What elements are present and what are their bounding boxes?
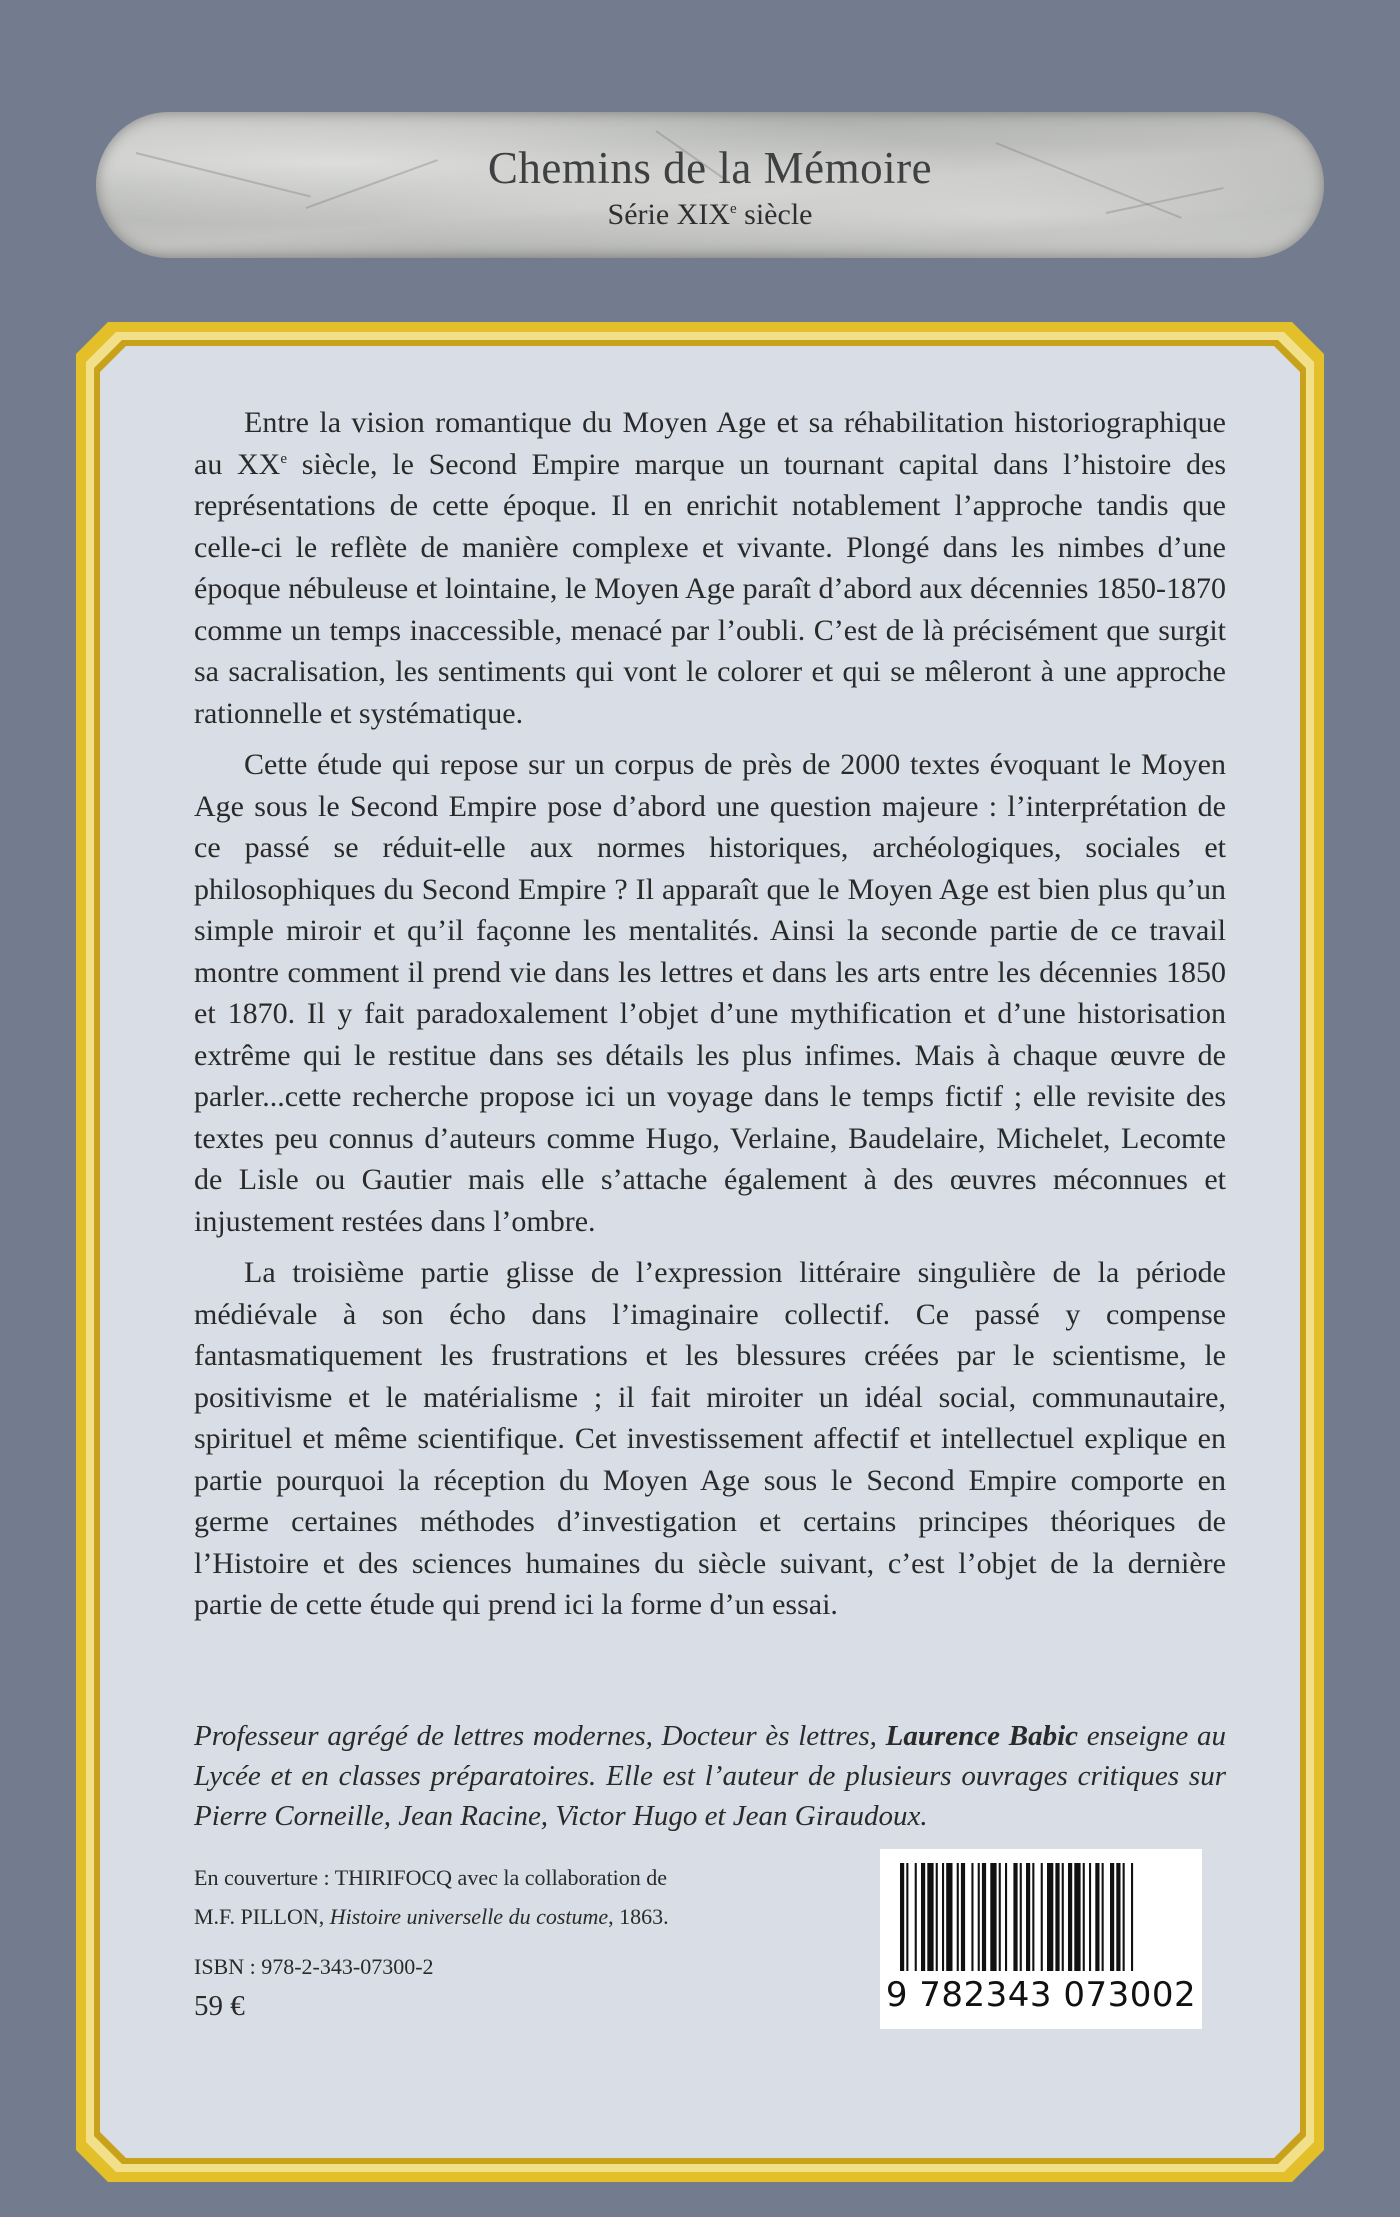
barcode-bar xyxy=(1013,1863,1017,1971)
barcode-bar xyxy=(982,1863,986,1971)
barcode-bar xyxy=(971,1863,973,1971)
barcode-bar xyxy=(1089,1863,1091,1971)
summary-text xyxy=(194,402,1226,1636)
barcode-bars xyxy=(894,1863,1188,1975)
series-title: Chemins de la Mémoire xyxy=(487,143,933,193)
barcode-bar xyxy=(1074,1863,1080,1971)
barcode-bar xyxy=(1047,1863,1053,1971)
barcode-bar xyxy=(1020,1863,1022,1971)
barcode-bar xyxy=(1083,1863,1085,1971)
isbn: ISBN : 978-2-343-07300-2 xyxy=(194,1954,434,1979)
barcode-bar xyxy=(978,1863,980,1971)
barcode-bar xyxy=(1110,1863,1114,1971)
author-bio: Professeur agrégé de lettres modernes, Docteur ès lettres, Laurence Babic enseigne au Lycée et en classes préparatoires. Elle est l’auteur de plusieurs ouvrages critiques sur Pierre Corneille, Jean Racine, Victor Hugo et Jean Giraudoux. xyxy=(194,1720,1226,1832)
summary-paragraph-1: Entre la vision romantique du Moyen Age et sa réhabilitation historiographique au XXe siècle, le Second Empire marque un tournant capital dans l’histoire des représentations de cette époque. Il en enrichit notablement l’approche tandis que celle-ci le reflète de manière complexe et vivante. Plongé dans les nimbes d’une époque nébuleuse et lointaine, le Moyen Age paraît d’abord aux décennies 1850-1870 comme un temps inaccessible, menacé par l’oubli. C’est de là précisément que surgit sa sacralisation, les sentiments qui vont le colorer et qui se mêleront à une approche rationnelle et systématique. xyxy=(194,406,1226,730)
barcode-bar xyxy=(942,1863,944,1971)
barcode-bar xyxy=(1116,1863,1120,1971)
summary-paragraph-3: La troisième partie glisse de l’expression littéraire singulière de la période médiévale à son écho dans l’imaginaire collectif. Ce passé y compense fantasmatiquement les frustrations et les blessures créées par le scientisme, le positivisme et le matérialisme ; il fait miroiter un idéal social, communautaire, spirituel et même scientifique. Cet investissement affectif et intellectuel explique en partie pourquoi la réception du Moyen Age sous le Second Empire comporte en germe certaines méthodes d’investigation et certains principes théoriques de l’Histoire et des sciences humaines du siècle suivant, c’est l’objet de la dernière partie de cette étude qui prend ici la forme d’un essai. xyxy=(194,1256,1226,1621)
summary-paragraph-2: Cette étude qui repose sur un corpus de près de 2000 textes évoquant le Moyen Age sous le Second Empire pose d’abord une question majeure : l’interprétation de ce passé se réduit-elle aux normes historiques, archéologiques, sociales et philosophiques du Second Empire ? Il apparaît que le Moyen Age est bien plus qu’un simple miroir et qu’il façonne les mentalités. Ainsi la seconde partie de ce travail montre comment il prend vie dans les lettres et dans les arts entre les décennies 1850 et 1870. Il y fait paradoxalement l’objet d’une mythification et d’une historisation extrême qui le restitue dans ses détails les plus infimes. Mais à chaque œuvre de parler...cette recherche propose ici un voyage dans le temps fictif ; elle revisite des textes peu connus d’auteurs comme Hugo, Verlaine, Baudelaire, Michelet, Lecomte de Lisle ou Gautier mais elle s’attache également à des œuvres méconnues et injustement restées dans l’ombre. xyxy=(194,748,1226,1238)
series-subtitle: Série XIXe siècle xyxy=(607,198,813,231)
barcode xyxy=(880,1849,1202,2029)
series-banner xyxy=(96,112,1324,258)
cover-credit: En couverture : THIRIFOCQ avec la collaboration de M.F. PILLON, Histoire universelle du costume, 1863. xyxy=(194,1865,669,1929)
author-name: Laurence Babic xyxy=(885,1720,1079,1752)
barcode-bar xyxy=(906,1863,908,1971)
barcode-bar xyxy=(990,1863,996,1971)
barcode-bar xyxy=(1055,1863,1059,1971)
barcode-bar xyxy=(961,1863,965,1971)
price: 59 € xyxy=(194,1990,245,2022)
barcode-bar xyxy=(1068,1863,1072,1971)
barcode-bar xyxy=(1095,1863,1099,1971)
barcode-bar xyxy=(957,1863,959,1971)
barcode-bar xyxy=(1032,1863,1034,1971)
barcode-bar xyxy=(1131,1863,1133,1971)
barcode-bar xyxy=(1062,1863,1064,1971)
barcode-bar xyxy=(915,1863,917,1971)
barcode-bar xyxy=(946,1863,952,1971)
barcode-bar xyxy=(1102,1863,1104,1971)
barcode-bar xyxy=(1005,1863,1007,1971)
barcode-bar xyxy=(927,1863,933,1971)
barcode-digits: 9 782343 073002 xyxy=(885,1975,1197,2015)
barcode-bar xyxy=(1123,1863,1125,1971)
barcode-bar xyxy=(921,1863,925,1971)
barcode-bar xyxy=(999,1863,1001,1971)
barcode-bar xyxy=(1026,1863,1030,1971)
barcode-bar xyxy=(936,1863,938,1971)
barcode-bar xyxy=(900,1863,904,1971)
barcode-bar xyxy=(1041,1863,1043,1971)
